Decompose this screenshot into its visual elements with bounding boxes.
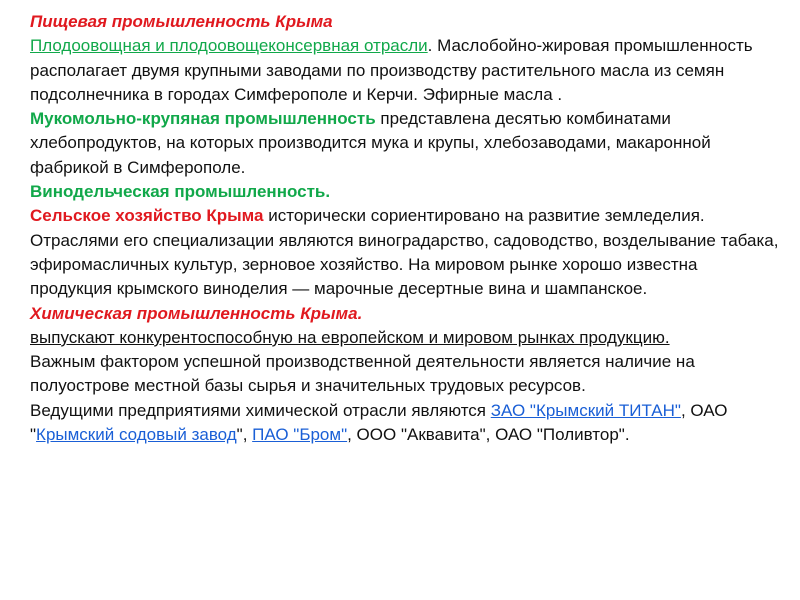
link-brom[interactable]: ПАО "Бром"	[252, 425, 348, 445]
paragraph-fruit-vegetable	[30, 34, 780, 107]
text-chemical-products: выпускают конкурентоспособную на европейском и мировом рынках продукцию.	[30, 327, 670, 347]
paragraph-flour-milling	[30, 107, 780, 180]
paragraph-food-industry	[30, 10, 780, 34]
paragraph-chemical-products	[30, 326, 780, 350]
paragraph-enterprises	[30, 399, 780, 448]
text-resources: Важным фактором успешной производственной деятельности является наличие на полуострове местной базы сырья и значительных трудовых ресурсов.	[30, 352, 695, 396]
text-fruit-vegetable: . Маслобойно-жировая промышленность располагает двумя крупными заводами по производству растительного масла из семян подсолнечника в городах Симферополе и Керчи. Эфирные масла .	[30, 36, 753, 104]
text-agriculture: исторически сориентировано на развитие земледелия. Отраслями его специализации являются виноградарство, садоводство, возделывание табака, эфиромасличных культур, зерновое хозяйство. На мировом рынке хорошо известна продукция крымского виноделия — марочные десертные вина и шампанское.	[30, 206, 779, 299]
paragraph-chemical-heading	[30, 302, 780, 326]
text-flour-milling: представлена десятью комбинатами хлебопродуктов, на которых производится мука и крупы, хлебозаводами, макаронной фабрикой в Симферополе.	[30, 109, 711, 177]
paragraph-agriculture	[30, 204, 780, 301]
paragraph-resources	[30, 350, 780, 399]
highlight-flour-milling: Мукомольно-крупяная промышленность	[30, 109, 376, 129]
highlight-fruit-vegetable: Плодоовощная и плодоовощеконсервная отрасли	[30, 36, 428, 56]
highlight-winemaking: Винодельческая промышленность.	[30, 182, 331, 202]
text-enterprises-sep2: ",	[236, 425, 253, 445]
text-enterprises-sep1: , ОАО "	[30, 400, 728, 445]
link-soda-plant[interactable]: Крымский содовый завод	[36, 425, 237, 445]
link-crimean-titan[interactable]: ЗАО "Крымский ТИТАН"	[490, 400, 681, 420]
paragraph-winemaking	[30, 180, 780, 204]
document-text	[30, 10, 780, 447]
text-enterprises-tail: , ООО "Аквавита", ОАО "Поливтор".	[347, 425, 630, 445]
heading-food-industry: Пищевая промышленность Крыма	[30, 12, 333, 31]
highlight-agriculture: Сельское хозяйство Крыма	[30, 206, 264, 226]
text-enterprises-intro: Ведущими предприятиями химической отрасли являются	[30, 400, 491, 420]
heading-chemical-industry: Химическая промышленность Крыма.	[30, 303, 363, 323]
